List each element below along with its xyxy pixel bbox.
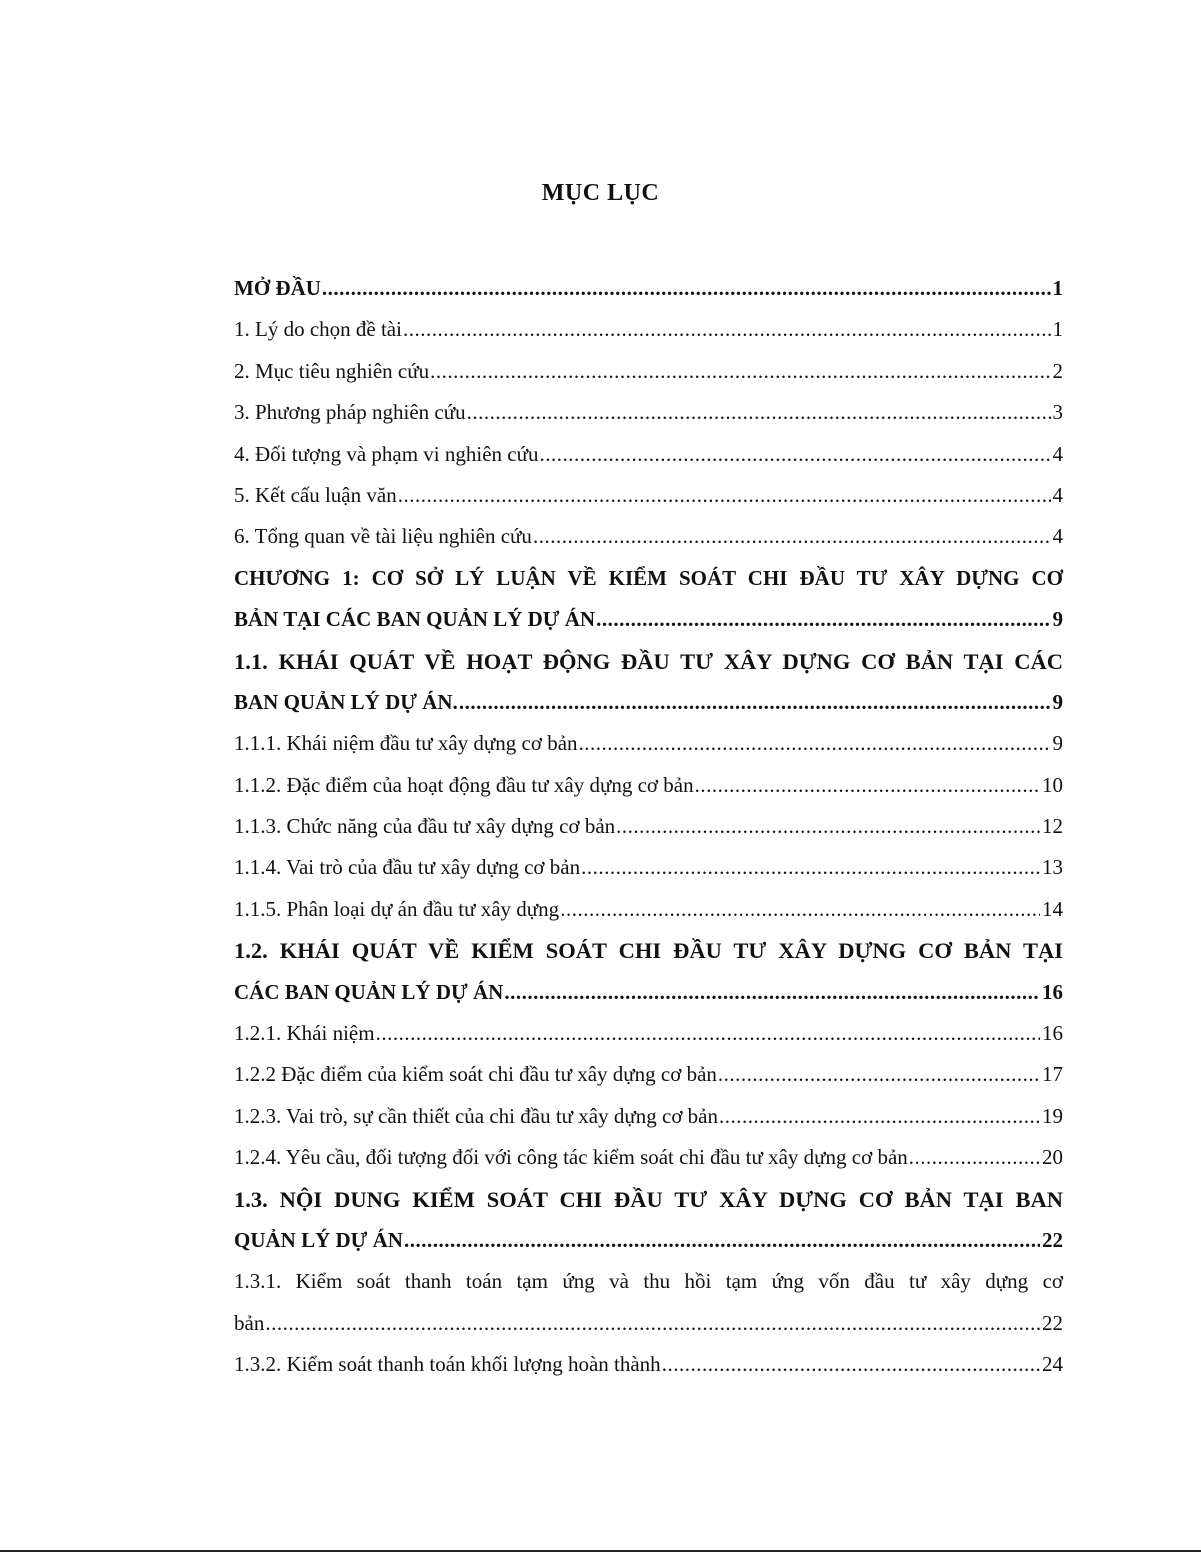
- toc-page-number: 22: [1042, 1227, 1063, 1252]
- toc-page-number: 10: [1042, 772, 1063, 797]
- toc-entry-title: 1.1.4. Vai trò của đầu tư xây dựng cơ bản: [234, 855, 581, 880]
- toc-entry-title: 1.3. NỘI DUNG KIỂM SOÁT CHI ĐẦU TƯ XÂY DỰNG CƠ BẢN TẠI BAN: [234, 1186, 1063, 1212]
- toc-entry[interactable]: [234, 930, 1063, 971]
- toc-page-number: 13: [1042, 855, 1063, 880]
- toc-entry-title: CÁC BAN QUẢN LÝ DỰ ÁN: [234, 979, 504, 1004]
- toc-leader-dots: [596, 599, 1050, 640]
- toc-leader-dots: [404, 1220, 1040, 1261]
- toc-entry-title: 6. Tổng quan về tài liệu nghiên cứu: [234, 524, 532, 549]
- toc-page-number: 9: [1052, 607, 1063, 632]
- toc-entry-title: MỞ ĐẦU: [234, 276, 321, 300]
- toc-leader-dots: [459, 682, 1051, 723]
- toc-page-number: 2: [1052, 358, 1063, 383]
- toc-leader-dots: [540, 434, 1051, 475]
- toc-entry[interactable]: [234, 475, 1063, 516]
- toc-page-number: 9: [1052, 731, 1063, 756]
- toc-entry[interactable]: [234, 1054, 1063, 1095]
- toc-entry[interactable]: [234, 682, 1063, 723]
- toc-page-number: 24: [1042, 1352, 1063, 1377]
- toc-entry-title: 1.1.2. Đặc điểm của hoạt động đầu tư xây dựng cơ bản: [234, 772, 694, 797]
- toc-leader-dots: [718, 1054, 1040, 1095]
- toc-leader-dots: [695, 765, 1040, 806]
- toc-entry[interactable]: [234, 1303, 1063, 1344]
- toc-entry-title: 1.1.5. Phân loại dự án đầu tư xây dựng: [234, 896, 560, 921]
- toc-leader-dots: [579, 723, 1051, 764]
- toc-leader-dots: [504, 972, 1040, 1013]
- toc-entry[interactable]: [234, 351, 1063, 392]
- toc-entry-title: 3. Phương pháp nghiên cứu: [234, 400, 466, 425]
- toc-entry-title: QUẢN LÝ DỰ ÁN: [234, 1227, 403, 1252]
- toc-leader-dots: [376, 1013, 1040, 1054]
- toc-page-number: 14: [1042, 896, 1063, 921]
- toc-page-number: 3: [1052, 400, 1063, 425]
- toc-leader-dots: [909, 1137, 1040, 1178]
- toc-entry[interactable]: [234, 1261, 1063, 1302]
- toc-entry-title: bản: [234, 1310, 265, 1335]
- toc-leader-dots: [581, 847, 1040, 888]
- toc-leader-dots: [533, 516, 1051, 557]
- toc-entry-title: 1.2. KHÁI QUÁT VỀ KIỂM SOÁT CHI ĐẦU TƯ XÂY DỰNG CƠ BẢN TẠI: [234, 938, 1063, 964]
- toc-page-number: 9: [1052, 689, 1063, 714]
- toc-page-number: 4: [1052, 524, 1063, 549]
- toc-leader-dots: [662, 1344, 1040, 1385]
- toc-entry-title: 1.3.2. Kiểm soát thanh toán khối lượng hoàn thành: [234, 1352, 661, 1377]
- toc-entry[interactable]: [234, 889, 1063, 930]
- toc-entry-title: BAN QUẢN LÝ DỰ ÁN.: [234, 689, 458, 714]
- toc-entry-title: 1.2.1. Khái niệm: [234, 1021, 375, 1046]
- toc-leader-dots: [398, 475, 1051, 516]
- toc-entry-title: 1.3.1. Kiểm soát thanh toán tạm ứng và thu hồi tạm ứng vốn đầu tư xây dựng cơ: [234, 1269, 1063, 1294]
- toc-entry[interactable]: [234, 847, 1063, 888]
- toc-page-number: 16: [1042, 1021, 1063, 1046]
- toc-page-number: 20: [1042, 1145, 1063, 1170]
- toc-entry-title: 1.1.1. Khái niệm đầu tư xây dựng cơ bản: [234, 731, 578, 756]
- toc-entry-title: BẢN TẠI CÁC BAN QUẢN LÝ DỰ ÁN: [234, 607, 596, 632]
- page-bottom-rule: [0, 1550, 1201, 1552]
- toc-entry-title: 1.2.4. Yêu cầu, đối tượng đối với công tác kiểm soát chi đầu tư xây dựng cơ bản: [234, 1145, 908, 1170]
- toc-entry[interactable]: [234, 765, 1063, 806]
- toc-entry[interactable]: [234, 309, 1063, 350]
- toc-leader-dots: [616, 806, 1040, 847]
- toc-entry[interactable]: [234, 641, 1063, 682]
- toc-entry-title: 5. Kết cấu luận văn: [234, 482, 397, 507]
- toc-entry[interactable]: [234, 1344, 1063, 1385]
- toc-entry-title: 2. Mục tiêu nghiên cứu: [234, 358, 430, 383]
- toc-leader-dots: [430, 351, 1050, 392]
- toc-leader-dots: [467, 392, 1051, 433]
- toc-entry[interactable]: [234, 1013, 1063, 1054]
- toc-entry[interactable]: [234, 723, 1063, 764]
- toc-entry[interactable]: [234, 558, 1063, 599]
- toc-page-number: 17: [1042, 1062, 1063, 1087]
- page-title: MỤC LỤC: [541, 180, 660, 206]
- toc-entry[interactable]: [234, 268, 1063, 309]
- toc-entry[interactable]: [234, 1137, 1063, 1178]
- toc-entry-title: 4. Đối tượng và phạm vi nghiên cứu: [234, 441, 539, 466]
- toc-entry-title: 1.1. KHÁI QUÁT VỀ HOẠT ĐỘNG ĐẦU TƯ XÂY DỰNG CƠ BẢN TẠI CÁC: [234, 648, 1063, 674]
- toc-entry[interactable]: [234, 434, 1063, 475]
- toc-entry-title: CHƯƠNG 1: CƠ SỞ LÝ LUẬN VỀ KIỂM SOÁT CHI ĐẦU TƯ XÂY DỰNG CƠ: [234, 565, 1063, 590]
- toc-leader-dots: [719, 1096, 1040, 1137]
- toc-entry[interactable]: [234, 1096, 1063, 1137]
- toc-page-number: 4: [1052, 482, 1063, 507]
- toc-entry[interactable]: [234, 599, 1063, 640]
- toc-entry[interactable]: [234, 806, 1063, 847]
- table-of-contents: [234, 268, 1063, 1386]
- toc-entry-title: 1.2.2 Đặc điểm của kiểm soát chi đầu tư xây dựng cơ bản: [234, 1062, 717, 1087]
- toc-entry[interactable]: [234, 392, 1063, 433]
- toc-page-number: 19: [1042, 1103, 1063, 1128]
- toc-entry-title: 1.2.3. Vai trò, sự cần thiết của chi đầu tư xây dựng cơ bản: [234, 1103, 718, 1128]
- toc-leader-dots: [403, 309, 1051, 350]
- toc-entry-title: 1. Lý do chọn đề tài: [234, 317, 402, 342]
- toc-page-number: 22: [1042, 1310, 1063, 1335]
- toc-leader-dots: [265, 1303, 1040, 1344]
- toc-entry[interactable]: [234, 516, 1063, 557]
- toc-entry-title: 1.1.3. Chức năng của đầu tư xây dựng cơ bản: [234, 814, 616, 839]
- toc-leader-dots: [560, 889, 1040, 930]
- toc-entry[interactable]: [234, 1220, 1063, 1261]
- toc-page-number: 16: [1042, 979, 1063, 1004]
- toc-page-number: 1: [1052, 317, 1063, 342]
- toc-entry[interactable]: [234, 1179, 1063, 1220]
- toc-entry[interactable]: [234, 972, 1063, 1013]
- toc-page-number: 1: [1052, 276, 1063, 300]
- toc-page-number: 4: [1052, 441, 1063, 466]
- toc-leader-dots: [322, 268, 1051, 309]
- toc-page-number: 12: [1042, 814, 1063, 839]
